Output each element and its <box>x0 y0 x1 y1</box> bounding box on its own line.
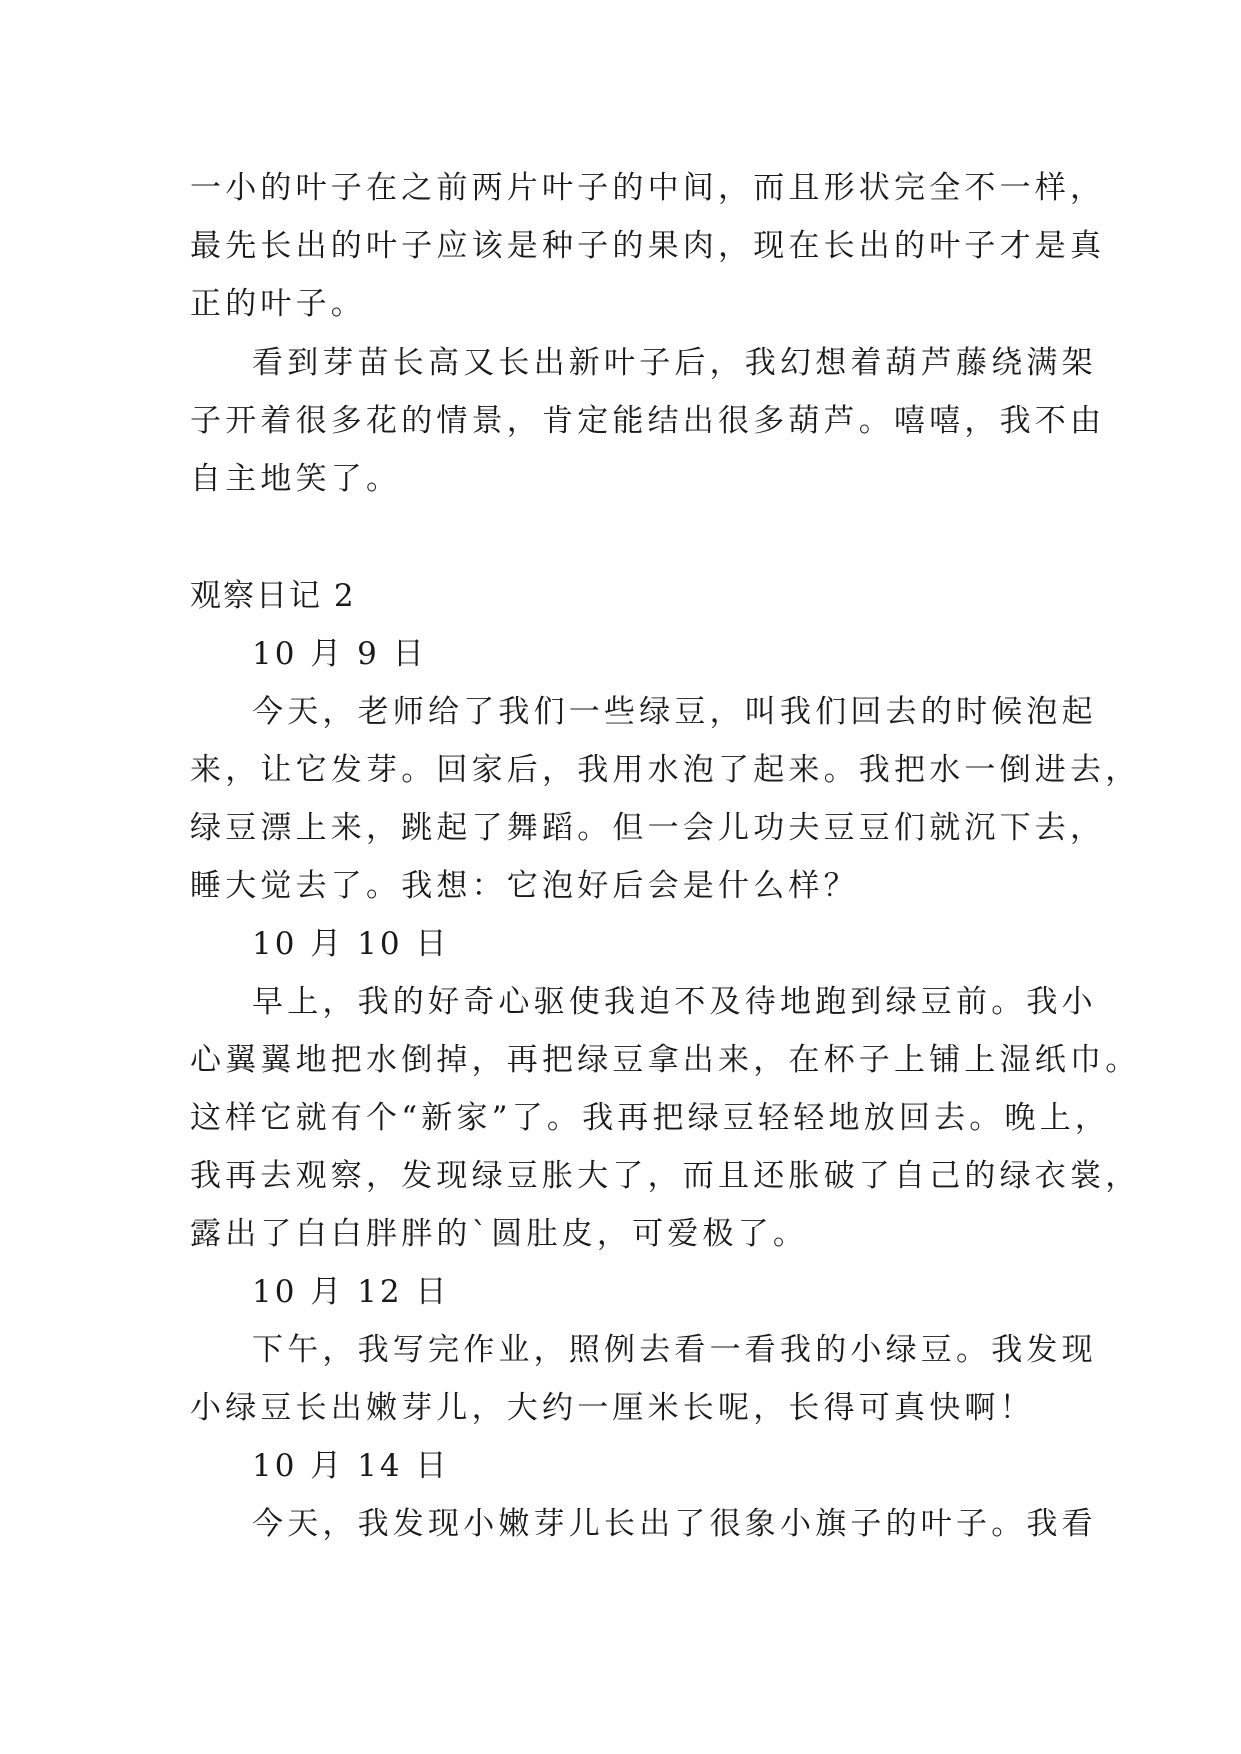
text-line: 来，让它发芽。回家后，我用水泡了起来。我把水一倒进去， <box>190 752 1141 788</box>
entry-date: 10 月 10 日 <box>252 926 450 962</box>
text-line: 今天，我发现小嫩芽儿长出了很象小旗子的叶子。我看 <box>252 1506 1097 1542</box>
text-line: 我再去观察，发现绿豆胀大了，而且还胀破了自己的绿衣裳， <box>190 1158 1141 1194</box>
text-line: 看到芽苗长高又长出新叶子后，我幻想着葫芦藤绕满架 <box>252 345 1097 381</box>
text-line: 露出了白白胖胖的`圆肚皮，可爱极了。 <box>190 1216 809 1252</box>
text-line: 下午，我写完作业，照例去看一看我的小绿豆。我发现 <box>252 1332 1097 1368</box>
text-line: 正的叶子。 <box>190 286 366 322</box>
entry-date: 10 月 12 日 <box>252 1274 450 1310</box>
section-title: 观察日记 2 <box>190 578 356 614</box>
text-line: 绿豆漂上来，跳起了舞蹈。但一会儿功夫豆豆们就沉下去， <box>190 810 1106 846</box>
entry-date: 10 月 14 日 <box>252 1448 450 1484</box>
text-line: 早上，我的好奇心驱使我迫不及待地跑到绿豆前。我小 <box>252 984 1097 1020</box>
entry-date: 10 月 9 日 <box>252 636 427 672</box>
text-line: 最先长出的叶子应该是种子的果肉，现在长出的叶子才是真 <box>190 228 1106 264</box>
text-line: 子开着很多花的情景，肯定能结出很多葫芦。嘻嘻，我不由 <box>190 403 1106 439</box>
text-line: 小绿豆长出嫩芽儿，大约一厘米长呢，长得可真快啊！ <box>190 1390 1035 1426</box>
text-line: 一小的叶子在之前两片叶子的中间，而且形状完全不一样， <box>190 170 1106 206</box>
text-line: 自主地笑了。 <box>190 461 402 497</box>
text-line: 今天，老师给了我们一些绿豆，叫我们回去的时候泡起 <box>252 694 1097 730</box>
text-line: 这样它就有个“新家”了。我再把绿豆轻轻地放回去。晚上， <box>190 1100 1111 1136</box>
text-line: 心翼翼地把水倒掉，再把绿豆拿出来，在杯子上铺上湿纸巾。 <box>190 1042 1141 1078</box>
text-line: 睡大觉去了。我想：它泡好后会是什么样？ <box>190 868 859 904</box>
